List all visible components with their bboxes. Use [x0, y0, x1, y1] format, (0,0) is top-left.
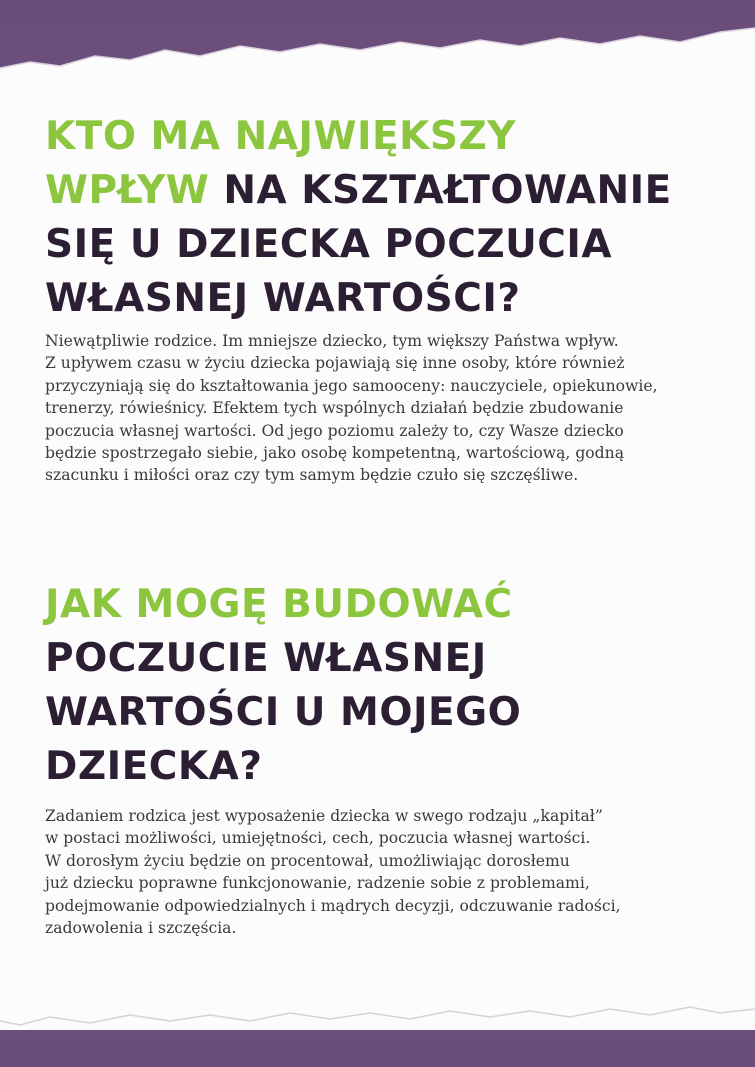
section1-paragraph-line: Z upływem czasu w życiu dziecka pojawiają się inne osoby, które również — [45, 354, 625, 373]
section1-heading-line2-dark: NA KSZTAŁTOWANIE — [209, 168, 672, 213]
section1-paragraph-line: Niewątpliwie rodzice. Im mniejsze dziecko, tym większy Państwa wpływ. — [45, 332, 619, 350]
section1-paragraph-line: przyczyniają się do kształtowania jego samooceny: nauczyciele, opiekunowie, — [45, 376, 658, 395]
section2-paragraph-line: już dziecku poprawne funkcjonowanie, radzenie sobie z problemami, — [45, 874, 590, 893]
section2-heading-line1: JAK MOGĘ BUDOWAĆ — [45, 582, 513, 627]
section2-paragraph-line: w postaci możliwości, umiejętności, cech, poczucia własnej wartości. — [45, 829, 591, 848]
section2-paragraph-line: W dorosłym życiu będzie on procentował, umożliwiając dorosłemu — [45, 851, 570, 870]
section1-heading — [45, 110, 672, 326]
section1-paragraph-line: trenerzy, rówieśnicy. Efektem tych wspólnych działań będzie zbudowanie — [45, 399, 624, 418]
section1-paragraph-line: szacunku i miłości oraz czy tym samym będzie czuło się szczęśliwe. — [45, 466, 579, 485]
section2-paragraph-line: zadowolenia i szczęścia. — [45, 919, 237, 938]
section1-paragraph — [45, 330, 745, 487]
section1-heading-line3: SIĘ U DZIECKA POCZUCIA — [45, 222, 613, 267]
torn-paper-bottom-edge — [0, 987, 755, 1067]
section1-heading-line1: KTO MA NAJWIĘKSZY — [45, 114, 516, 159]
section2-heading-line2: POCZUCIE WŁASNEJ — [45, 636, 487, 681]
section2-heading-line3: WARTOŚCI U MOJEGO — [45, 690, 522, 735]
section1-heading-line2-green: WPŁYW — [45, 168, 210, 213]
section2-heading-line4: DZIECKA? — [45, 744, 263, 789]
section2-paragraph-line: podejmowanie odpowiedzialnych i mądrych decyzji, odczuwanie radości, — [45, 896, 621, 915]
section1-paragraph-line: poczucia własnej wartości. Od jego poziomu zależy to, czy Wasze dziecko — [45, 421, 624, 440]
section2-paragraph-line: Zadaniem rodzica jest wyposażenie dziecka w swego rodzaju „kapitał” — [45, 807, 603, 825]
section1-heading-line4: WŁASNEJ WARTOŚCI? — [45, 276, 521, 321]
section1-paragraph-line: będzie spostrzegało siebie, jako osobę kompetentną, wartościową, godną — [45, 444, 625, 463]
section2-paragraph — [45, 805, 745, 939]
section2-heading — [45, 578, 521, 794]
